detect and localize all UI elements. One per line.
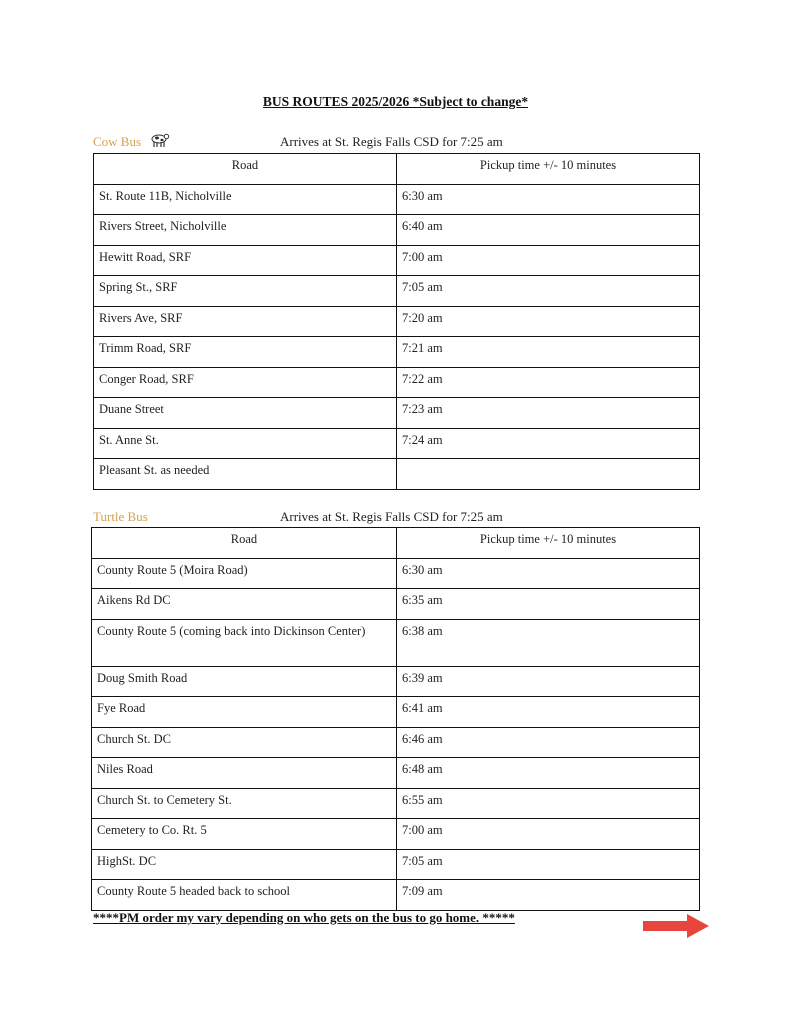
table-header-row: [94, 154, 700, 185]
table-row: [94, 307, 700, 337]
time-cell: 6:35 am: [397, 589, 700, 620]
column-header-pickup: Pickup time +/- 10 minutes: [397, 154, 700, 185]
column-header-road: Road: [92, 528, 397, 559]
time-cell: 7:22 am: [397, 368, 700, 398]
road-cell: Church St. DC: [92, 728, 397, 758]
road-cell: Fye Road: [92, 697, 397, 728]
time-cell: 6:38 am: [397, 620, 700, 667]
road-cell: Cemetery to Co. Rt. 5: [92, 819, 397, 850]
time-cell: 6:46 am: [397, 728, 700, 758]
turtle-bus-arrival: Arrives at St. Regis Falls CSD for 7:25 am: [280, 509, 503, 524]
time-cell: 7:20 am: [397, 307, 700, 337]
road-cell: County Route 5 (Moira Road): [92, 559, 397, 589]
time-cell: 6:41 am: [397, 697, 700, 728]
road-cell: HighSt. DC: [92, 850, 397, 880]
road-cell: Rivers Street, Nicholville: [94, 215, 397, 246]
cow-bus-label: Cow Bus: [93, 134, 142, 149]
table-row: [92, 819, 700, 850]
right-arrow-icon[interactable]: [643, 914, 709, 938]
time-cell: 6:39 am: [397, 667, 700, 697]
table-row: [94, 459, 700, 490]
road-cell: St. Route 11B, Nicholville: [94, 185, 397, 215]
table-row: [94, 398, 700, 429]
page-title: BUS ROUTES 2025/2026 *Subject to change*: [262, 94, 529, 109]
table-row: [94, 246, 700, 276]
road-cell: Spring St., SRF: [94, 276, 397, 307]
footnote: ****PM order my vary depending on who gets on the bus to go home. *****: [93, 910, 515, 925]
time-cell: 6:40 am: [397, 215, 700, 246]
table-row: [94, 429, 700, 459]
time-cell: [397, 459, 700, 490]
table-row: [92, 728, 700, 758]
table-row: [92, 850, 700, 880]
table-row: [94, 215, 700, 246]
table-row: [92, 559, 700, 589]
time-cell: 7:24 am: [397, 429, 700, 459]
table-row: [92, 880, 700, 911]
time-cell: 6:48 am: [397, 758, 700, 789]
table-row: [94, 368, 700, 398]
cow-bus-table: [93, 153, 700, 490]
turtle-bus-table: [91, 527, 700, 911]
turtle-bus-label: Turtle Bus: [93, 509, 148, 524]
table-row: [94, 337, 700, 368]
road-cell: Doug Smith Road: [92, 667, 397, 697]
road-cell: Trimm Road, SRF: [94, 337, 397, 368]
table-row: [92, 758, 700, 789]
road-cell: Conger Road, SRF: [94, 368, 397, 398]
road-cell: Hewitt Road, SRF: [94, 246, 397, 276]
column-header-pickup: Pickup time +/- 10 minutes: [397, 528, 700, 559]
table-row: [94, 185, 700, 215]
road-cell: Aikens Rd DC: [92, 589, 397, 620]
time-cell: 7:09 am: [397, 880, 700, 911]
table-row: [92, 667, 700, 697]
road-cell: Niles Road: [92, 758, 397, 789]
time-cell: 6:30 am: [397, 559, 700, 589]
table-row: [92, 789, 700, 819]
table-row: [94, 276, 700, 307]
road-cell: Duane Street: [94, 398, 397, 429]
cow-icon: [148, 130, 170, 148]
time-cell: 7:05 am: [397, 850, 700, 880]
column-header-road: Road: [94, 154, 397, 185]
table-row: [92, 620, 700, 667]
road-cell: Pleasant St. as needed: [94, 459, 397, 490]
road-cell: St. Anne St.: [94, 429, 397, 459]
road-cell: Rivers Ave, SRF: [94, 307, 397, 337]
table-row: [92, 589, 700, 620]
table-row: [92, 697, 700, 728]
road-cell: County Route 5 headed back to school: [92, 880, 397, 911]
time-cell: 7:05 am: [397, 276, 700, 307]
time-cell: 7:00 am: [397, 819, 700, 850]
time-cell: 6:55 am: [397, 789, 700, 819]
time-cell: 7:00 am: [397, 246, 700, 276]
cow-bus-arrival: Arrives at St. Regis Falls CSD for 7:25 am: [280, 134, 503, 149]
time-cell: 7:23 am: [397, 398, 700, 429]
table-header-row: [92, 528, 700, 559]
time-cell: 6:30 am: [397, 185, 700, 215]
time-cell: 7:21 am: [397, 337, 700, 368]
road-cell: Church St. to Cemetery St.: [92, 789, 397, 819]
road-cell: County Route 5 (coming back into Dickinson Center): [92, 620, 397, 667]
